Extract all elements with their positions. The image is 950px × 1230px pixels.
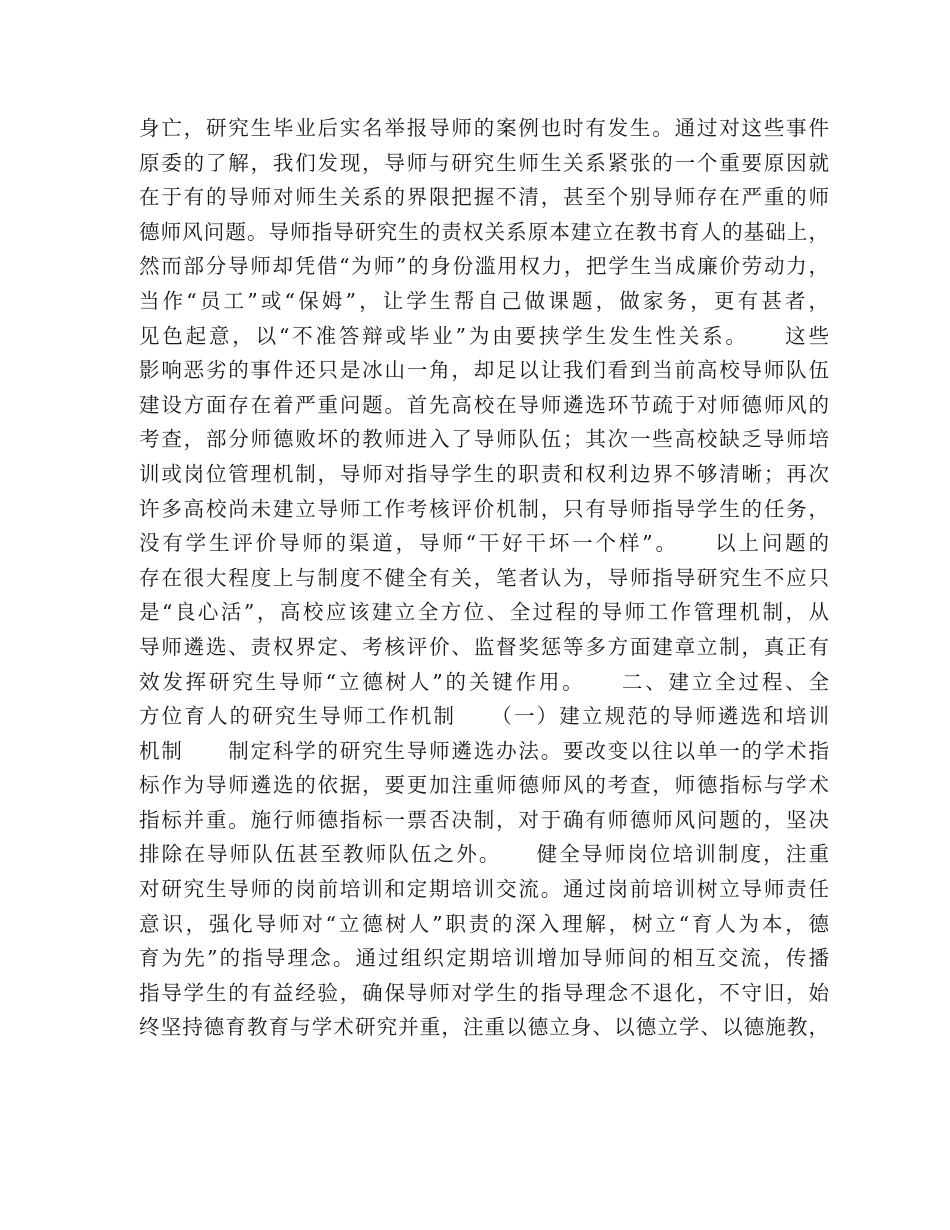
text-line: 导师遴选、责权界定、考核评价、监督奖惩等多方面建章立制，真正有 (139, 634, 829, 659)
text-line: 训或岗位管理机制，导师对指导学生的职责和权利边界不够清晰；再次 (139, 461, 829, 486)
text-line: 排除在导师队伍甚至教师队伍之外。 健全导师岗位培训制度，注重 (139, 842, 829, 867)
text-line: 对研究生导师的岗前培训和定期培训交流。通过岗前培训树立导师责任 (139, 877, 829, 902)
body-text (139, 111, 829, 1045)
text-line: 方位育人的研究生导师工作机制 （一）建立规范的导师遴选和培训 (139, 704, 829, 729)
text-line: 是“良心活”，高校应该建立全方位、全过程的导师工作管理机制，从 (139, 600, 829, 625)
text-line: 身亡，研究生毕业后实名举报导师的案例也时有发生。通过对这些事件 (139, 116, 829, 140)
text-line: 效发挥研究生导师“立德树人”的关键作用。 二、建立全过程、全 (139, 669, 829, 694)
text-line: 存在很大程度上与制度不健全有关，笔者认为，导师指导研究生不应只 (139, 565, 829, 590)
text-line: 终坚持德育教育与学术研究并重，注重以德立身、以德立学、以德施教， (139, 1015, 829, 1040)
text-line: 没有学生评价导师的渠道，导师“干好干坏一个样”。 以上问题的 (139, 531, 829, 556)
text-line: 考查，部分师德败坏的教师进入了导师队伍；其次一些高校缺乏导师培 (139, 427, 829, 452)
text-line: 意识，强化导师对“立德树人”职责的深入理解，树立“育人为本，德 (139, 911, 829, 936)
text-line: 建设方面存在着严重问题。首先高校在导师遴选环节疏于对师德师风的 (139, 392, 829, 417)
text-line: 许多高校尚未建立导师工作考核评价机制，只有导师指导学生的任务， (139, 496, 829, 521)
text-line: 原委的了解，我们发现，导师与研究生师生关系紧张的一个重要原因就 (139, 150, 829, 175)
text-line: 机制 制定科学的研究生导师遴选办法。要改变以往以单一的学术指 (139, 738, 829, 763)
text-line: 德师风问题。导师指导研究生的责权关系原本建立在教书育人的基础上， (139, 219, 829, 244)
text-line: 在于有的导师对师生关系的界限把握不清，甚至个别导师存在严重的师 (139, 185, 829, 210)
text-line: 见色起意，以“不准答辩或毕业”为由要挟学生发生性关系。 这些 (139, 323, 829, 348)
text-line: 影响恶劣的事件还只是冰山一角，却足以让我们看到当前高校导师队伍 (139, 358, 829, 383)
text-line: 育为先”的指导理念。通过组织定期培训增加导师间的相互交流，传播 (139, 946, 829, 971)
text-line: 指标并重。施行师德指标一票否决制，对于确有师德师风问题的，坚决 (139, 807, 829, 832)
text-line: 标作为导师遴选的依据，要更加注重师德师风的考查，师德指标与学术 (139, 773, 829, 798)
text-line: 然而部分导师却凭借“为师”的身份滥用权力，把学生当成廉价劳动力， (139, 254, 829, 279)
text-line: 指导学生的有益经验，确保导师对学生的指导理念不退化，不守旧，始 (139, 980, 829, 1005)
text-line: 当作“员工”或“保姆”，让学生帮自己做课题，做家务，更有甚者， (139, 288, 829, 313)
